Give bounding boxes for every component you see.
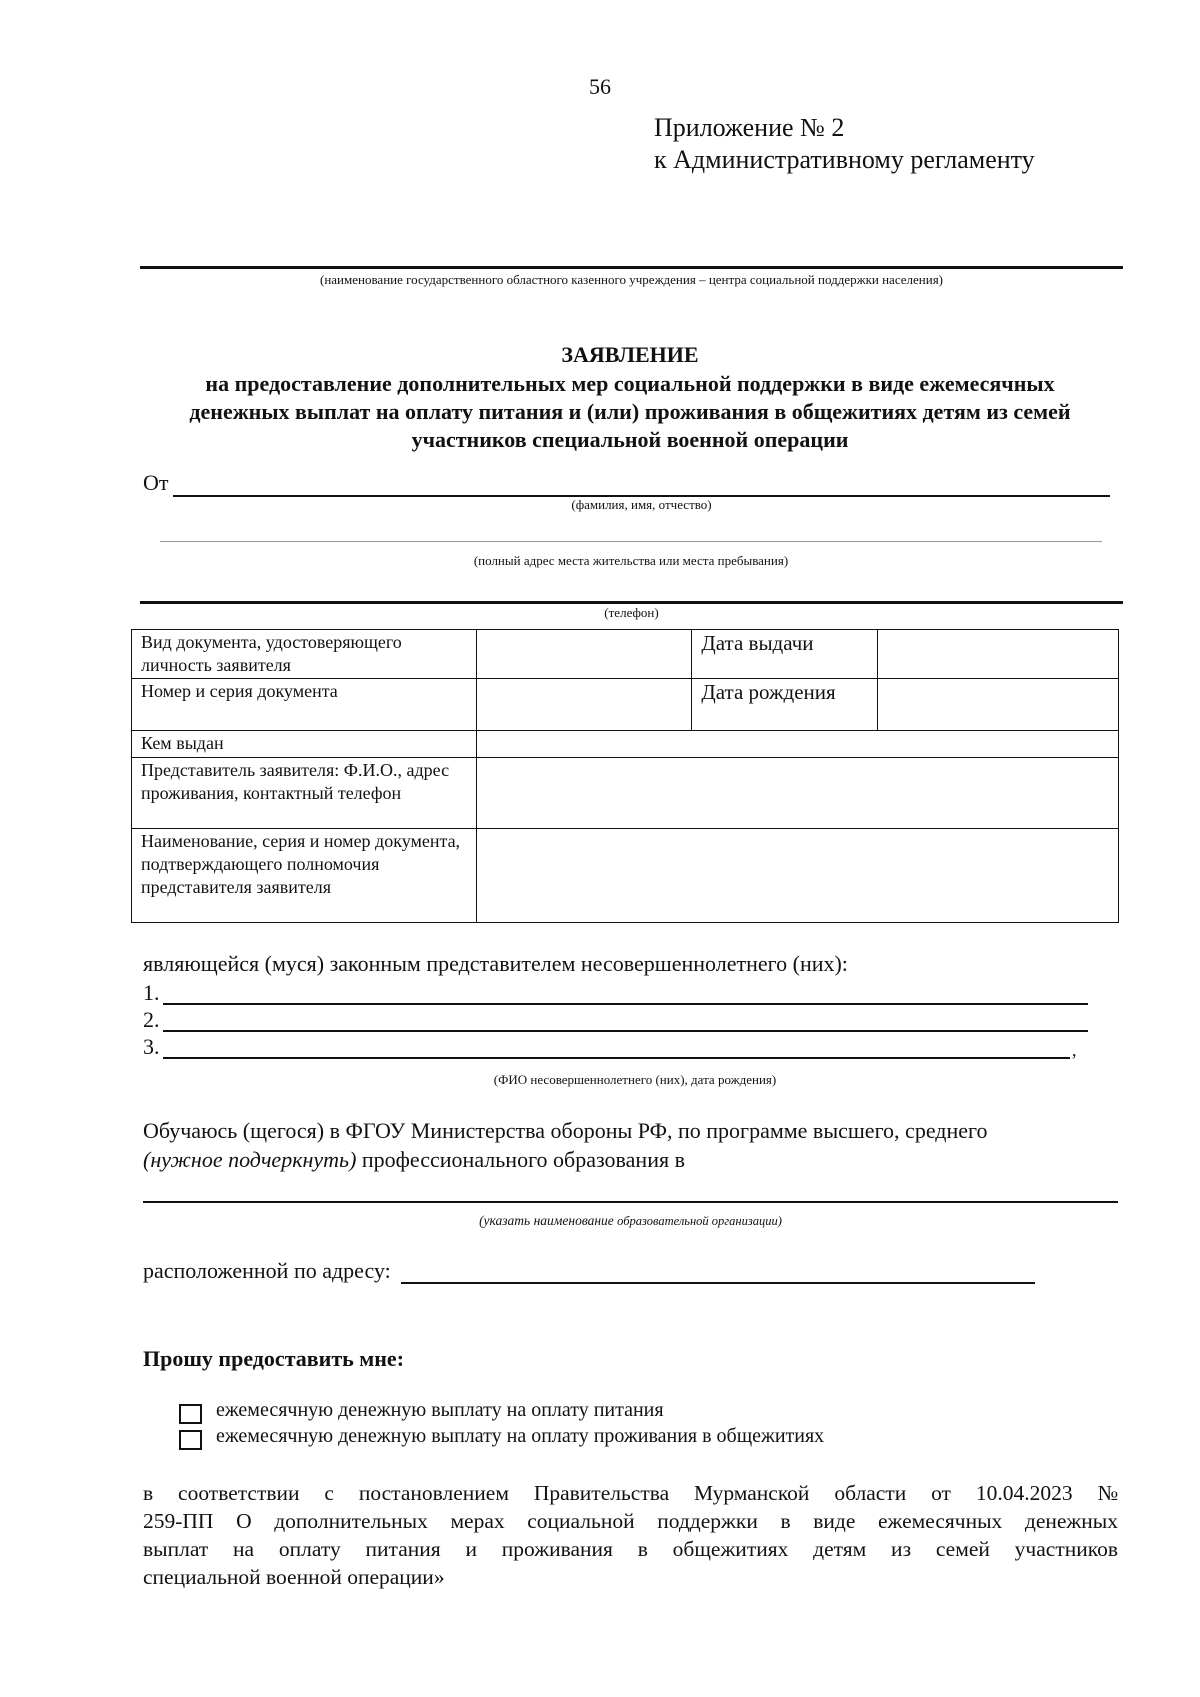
minors-intro: являющейся (муся) законным представителем несовершеннолетнего (них): <box>143 951 848 976</box>
appendix-number: Приложение № 2 <box>654 113 845 142</box>
document-subtitle-line-1: на предоставление дополнительных мер социальной поддержки в виде ежемесячных <box>205 371 1055 396</box>
basis-line-1: в соответствии с постановлением Правительства Мурманской области от 10.04.2023 № <box>143 1481 1118 1505</box>
phone-input-line[interactable] <box>140 601 1123 604</box>
organization-caption-part-1: (указать наименование <box>479 1213 618 1228</box>
organization-input-line[interactable] <box>143 1201 1118 1203</box>
underline-hint: (нужное подчеркнуть) <box>143 1147 357 1172</box>
table-row <box>132 679 1119 731</box>
doc-type-field[interactable] <box>476 630 692 679</box>
address-label: расположенной по адресу: <box>143 1258 391 1283</box>
table-row <box>132 758 1119 829</box>
institution-line[interactable] <box>140 266 1123 269</box>
option-1-checkbox[interactable] <box>179 1404 202 1424</box>
authority-doc-field[interactable] <box>476 829 1118 923</box>
birth-date-label: Дата рождения <box>692 679 878 731</box>
document-subtitle-line-3: участников специальной военной операции <box>411 427 849 452</box>
issue-date-field[interactable] <box>878 630 1119 679</box>
minors-caption: (ФИО несовершеннолетнего (них), дата рождения) <box>493 1072 777 1087</box>
doc-type-label: Вид документа, удостоверяющего личность заявителя <box>132 630 477 679</box>
representative-label: Представитель заявителя: Ф.И.О., адрес проживания, контактный телефон <box>132 758 477 829</box>
table-row <box>132 829 1119 923</box>
issued-by-label: Кем выдан <box>132 731 477 758</box>
address-caption: (полный адрес места жительства или места пребывания) <box>473 553 789 568</box>
address-input-line[interactable] <box>160 541 1102 542</box>
option-1-label: ежемесячную денежную выплату на оплату питания <box>216 1399 664 1421</box>
page-number: 56 <box>589 74 611 99</box>
basis-line-2: 259-ПП О дополнительных мерах социальной поддержки в виде ежемесячных денежных <box>143 1509 1118 1533</box>
minor-3-input-line[interactable] <box>163 1057 1070 1059</box>
institution-caption: (наименование государственного областного казенного учреждения – центра социальной поддержки населения) <box>319 272 944 287</box>
option-2-checkbox[interactable] <box>179 1430 202 1450</box>
doc-number-label: Номер и серия документа <box>132 679 477 731</box>
study-line-2 <box>143 1147 685 1173</box>
basis-line-4: специальной военной операции» <box>143 1565 445 1589</box>
table-row <box>132 630 1119 679</box>
applicant-info-table <box>131 629 1119 923</box>
table-row <box>132 731 1119 758</box>
name-caption: (фамилия, имя, отчество) <box>571 497 712 512</box>
document-subtitle-line-2: денежных выплат на оплату питания и (или) проживания в общежитиях детям из семей <box>189 399 1071 424</box>
organization-address-input-line[interactable] <box>401 1282 1035 1284</box>
appendix-reference: к Административному регламенту <box>654 145 1035 174</box>
doc-number-field[interactable] <box>476 679 692 731</box>
basis-line-3: выплат на оплату питания и проживания в общежитиях детям из семей участников <box>143 1537 1118 1561</box>
minor-2-input-line[interactable] <box>163 1030 1088 1032</box>
phone-caption: (телефон) <box>604 605 659 620</box>
minor-1-number: 1. <box>143 980 160 1005</box>
birth-date-field[interactable] <box>878 679 1119 731</box>
option-2-label: ежемесячную денежную выплату на оплату проживания в общежитиях <box>216 1425 825 1447</box>
study-line-2-rest: профессионального образования в <box>356 1147 685 1172</box>
issue-date-label: Дата выдачи <box>692 630 878 679</box>
study-line-1: Обучаюсь (щегося) в ФГОУ Министерства обороны РФ, по программе высшего, среднего <box>143 1118 988 1143</box>
from-label: От <box>143 470 169 495</box>
minor-3-number: 3. <box>143 1034 160 1059</box>
request-heading: Прошу предоставить мне: <box>143 1346 405 1371</box>
document-heading: ЗАЯВЛЕНИЕ <box>561 342 699 367</box>
minor-1-input-line[interactable] <box>163 1003 1088 1005</box>
issued-by-field[interactable] <box>476 731 1118 758</box>
organization-caption-part-2: образовательной организации) <box>617 1214 782 1228</box>
minor-3-comma: , <box>1072 1040 1077 1060</box>
minor-2-number: 2. <box>143 1007 160 1032</box>
organization-caption <box>143 1213 1118 1229</box>
authority-doc-label: Наименование, серия и номер документа, подтверждающего полномочия представителя заявителя <box>132 829 477 923</box>
representative-field[interactable] <box>476 758 1118 829</box>
